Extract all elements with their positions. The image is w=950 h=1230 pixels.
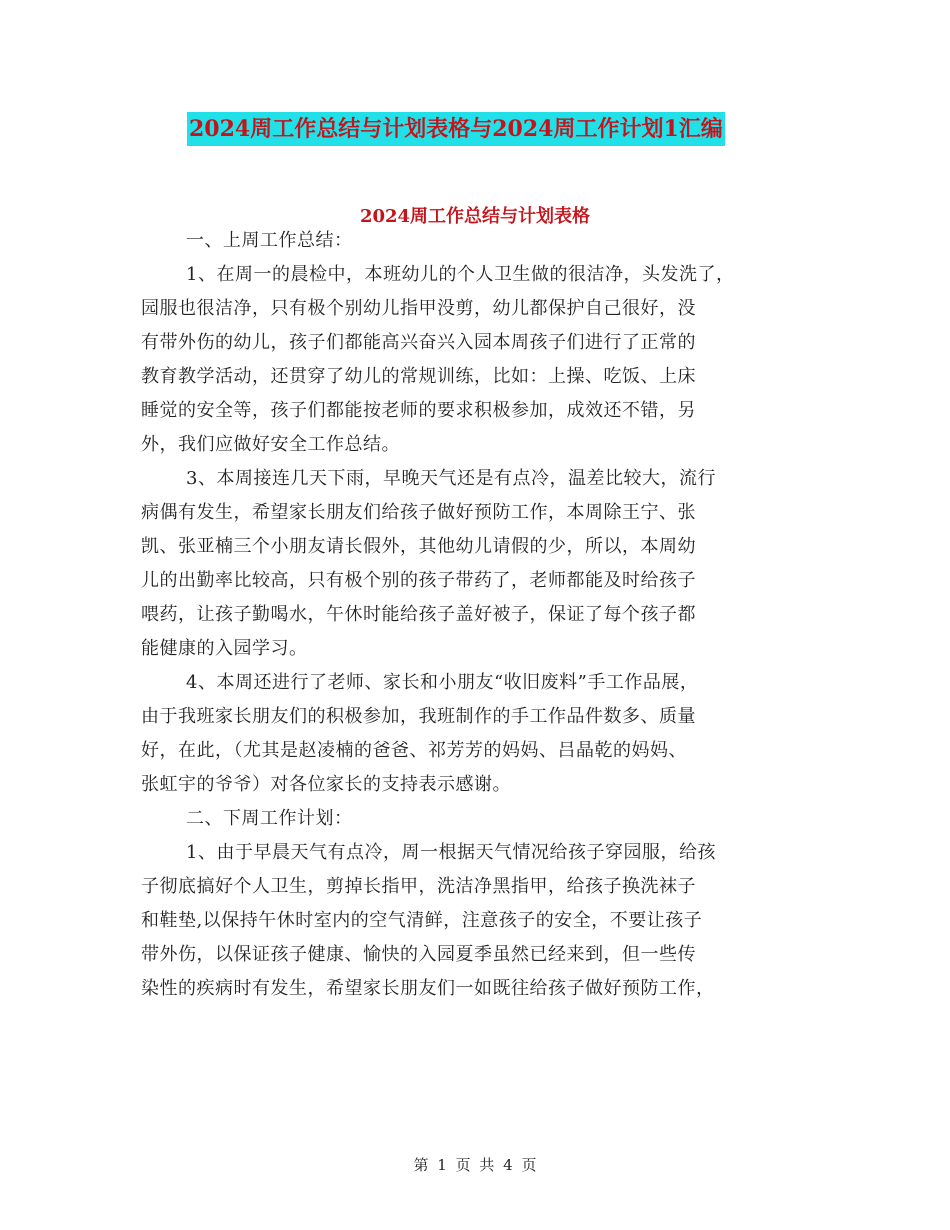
paragraph-line: 带外伤，以保证孩子健康、愉快的入园夏季虽然已经来到，但一些传 bbox=[141, 944, 696, 965]
paragraph-line: 由于我班家长朋友们的积极参加，我班制作的手工作品件数多、质量 bbox=[141, 706, 696, 727]
heading-next-week: 二、下周工作计划： bbox=[186, 808, 353, 829]
page-number-footer: 第 1 页 共 4 页 bbox=[413, 1156, 537, 1174]
paragraph-line: 凯、张亚楠三个小朋友请长假外，其他幼儿请假的少，所以，本周幼 bbox=[141, 536, 696, 557]
paragraph-line: 能健康的入园学习。 bbox=[141, 638, 308, 659]
paragraph-line: 儿的出勤率比较高，只有极个别的孩子带药了，老师都能及时给孩子 bbox=[141, 570, 696, 591]
paragraph-line: 1、在周一的晨检中，本班幼儿的个人卫生做的很洁净，头发洗了， bbox=[186, 264, 735, 285]
paragraph-line: 3、本周接连几天下雨，早晚天气还是有点冷，温差比较大，流行 bbox=[186, 468, 716, 489]
paragraph-line: 病偶有发生，希望家长朋友们给孩子做好预防工作，本周除王宁、张 bbox=[141, 502, 696, 523]
paragraph-line: 子彻底搞好个人卫生，剪掉长指甲，洗洁净黑指甲，给孩子换洗袜子 bbox=[141, 876, 696, 897]
paragraph-line: 1、由于早晨天气有点冷，周一根据天气情况给孩子穿园服，给孩 bbox=[186, 842, 716, 863]
paragraph-line: 张虹宇的爷爷）对各位家长的支持表示感谢。 bbox=[141, 774, 511, 795]
paragraph-line: 好，在此，（尤其是赵凌楠的爸爸、祁芳芳的妈妈、吕晶乾的妈妈、 bbox=[141, 740, 687, 761]
paragraph-line: 园服也很洁净，只有极个别幼儿指甲没剪，幼儿都保护自己很好，没 bbox=[141, 298, 696, 319]
paragraph-line: 教育教学活动，还贯穿了幼儿的常规训练，比如：上操、吃饭、上床 bbox=[141, 366, 696, 387]
paragraph-line: 睡觉的安全等，孩子们都能按老师的要求积极参加，成效还不错，另 bbox=[141, 400, 696, 421]
paragraph-line: 喂药，让孩子勤喝水，午休时能给孩子盖好被子，保证了每个孩子都 bbox=[141, 604, 696, 625]
paragraph-line: 和鞋垫,以保持午休时室内的空气清鲜，注意孩子的安全，不要让孩子 bbox=[141, 910, 703, 931]
paragraph-line: 染性的疾病时有发生，希望家长朋友们一如既往给孩子做好预防工作， bbox=[141, 978, 715, 999]
paragraph-line: 4、本周还进行了老师、家长和小朋友“收旧废料”手工作品展， bbox=[186, 672, 699, 693]
section-title: 2024周工作总结与计划表格 bbox=[359, 206, 591, 227]
paragraph-line: 有带外伤的幼儿，孩子们都能高兴奋兴入园本周孩子们进行了正常的 bbox=[141, 332, 696, 353]
heading-last-week: 一、上周工作总结： bbox=[186, 230, 353, 251]
paragraph-line: 外，我们应做好安全工作总结。 bbox=[141, 434, 400, 455]
document-title: 2024周工作总结与计划表格与2024周工作计划1汇编 bbox=[187, 112, 725, 146]
